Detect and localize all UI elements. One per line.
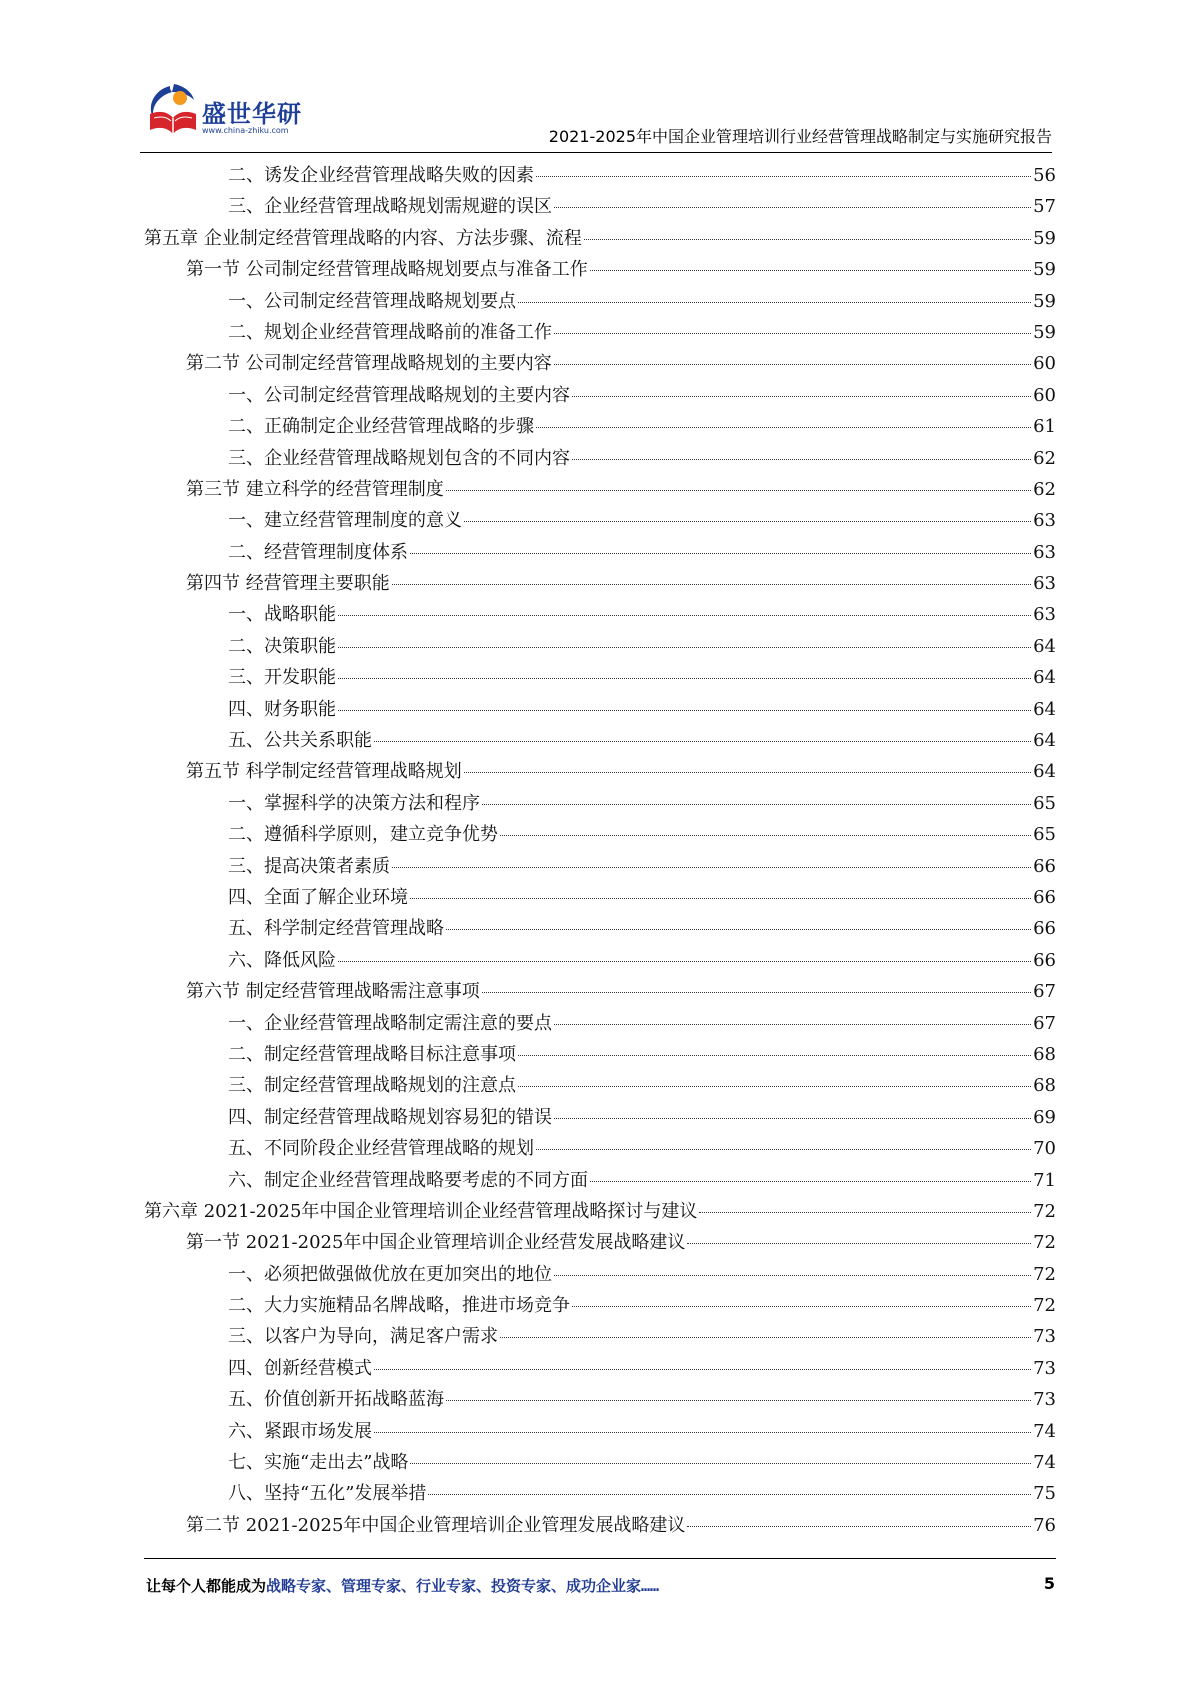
toc-dot-leader bbox=[392, 584, 1031, 585]
toc-entry-title: 第二节 公司制定经营管理战略规划的主要内容 bbox=[186, 353, 552, 375]
toc-subsection-entry[interactable] bbox=[144, 1416, 1056, 1447]
toc-subsection-entry[interactable] bbox=[144, 411, 1056, 442]
toc-chapter-entry[interactable] bbox=[144, 1196, 1056, 1227]
toc-entry-page: 64 bbox=[1033, 761, 1056, 783]
toc-dot-leader bbox=[410, 1463, 1031, 1464]
toc-entry-page: 65 bbox=[1033, 824, 1056, 846]
toc-entry-page: 72 bbox=[1033, 1232, 1056, 1254]
toc-dot-leader bbox=[518, 1055, 1031, 1056]
toc-entry-page: 64 bbox=[1033, 698, 1056, 720]
toc-entry-title: 六、紧跟市场发展 bbox=[228, 1420, 372, 1442]
toc-entry-title: 第六章 2021-2025年中国企业管理培训企业经营管理战略探讨与建议 bbox=[144, 1200, 698, 1222]
toc-dot-leader bbox=[536, 427, 1031, 428]
toc-entry-page: 66 bbox=[1033, 949, 1056, 971]
toc-section-entry[interactable] bbox=[144, 756, 1056, 787]
toc-entry-page: 68 bbox=[1033, 1043, 1056, 1065]
toc-dot-leader bbox=[500, 1337, 1031, 1338]
toc-subsection-entry[interactable] bbox=[144, 1478, 1056, 1509]
toc-subsection-entry[interactable] bbox=[144, 662, 1056, 693]
toc-entry-page: 67 bbox=[1033, 981, 1056, 1003]
toc-subsection-entry[interactable] bbox=[144, 882, 1056, 913]
toc-entry-title: 二、决策职能 bbox=[228, 635, 336, 657]
toc-entry-page: 63 bbox=[1033, 541, 1056, 563]
toc-entry-title: 一、公司制定经营管理战略规划要点 bbox=[228, 290, 516, 312]
toc-entry-title: 六、降低风险 bbox=[228, 949, 336, 971]
toc-entry-page: 67 bbox=[1033, 1012, 1056, 1034]
toc-entry-title: 五、科学制定经营管理战略 bbox=[228, 918, 444, 940]
toc-entry-title: 二、经营管理制度体系 bbox=[228, 541, 408, 563]
toc-entry-title: 二、诱发企业经营管理战略失败的因素 bbox=[228, 165, 534, 186]
footer-slogan-highlight: 战略专家、管理专家、行业专家、投资专家、成功企业家…… bbox=[266, 1577, 660, 1595]
toc-entry-page: 59 bbox=[1033, 321, 1056, 343]
toc-subsection-entry[interactable] bbox=[144, 913, 1056, 944]
toc-subsection-entry[interactable] bbox=[144, 819, 1056, 850]
toc-entry-page: 60 bbox=[1033, 353, 1056, 375]
toc-entry-title: 三、企业经营管理战略规划需规避的误区 bbox=[228, 196, 552, 218]
toc-subsection-entry[interactable] bbox=[144, 1165, 1056, 1196]
company-logo bbox=[140, 80, 310, 146]
toc-dot-leader bbox=[410, 898, 1031, 899]
toc-entry-title: 三、企业经营管理战略规划包含的不同内容 bbox=[228, 447, 570, 469]
toc-section-entry[interactable] bbox=[144, 1227, 1056, 1258]
toc-entry-page: 59 bbox=[1033, 290, 1056, 312]
toc-entry-title: 一、企业经营管理战略制定需注意的要点 bbox=[228, 1012, 552, 1034]
toc-entry-title: 第五章 企业制定经营管理战略的内容、方法步骤、流程 bbox=[144, 227, 582, 249]
toc-section-entry[interactable] bbox=[144, 474, 1056, 505]
toc-entry-page: 60 bbox=[1033, 384, 1056, 406]
toc-entry-page: 74 bbox=[1033, 1420, 1056, 1442]
footer-slogan bbox=[146, 1575, 659, 1596]
toc-subsection-entry[interactable] bbox=[144, 1384, 1056, 1415]
toc-entry-page: 62 bbox=[1033, 478, 1056, 500]
toc-section-entry[interactable] bbox=[144, 568, 1056, 599]
toc-subsection-entry[interactable] bbox=[144, 631, 1056, 662]
toc-subsection-entry[interactable] bbox=[144, 1290, 1056, 1321]
toc-dot-leader bbox=[338, 678, 1031, 679]
toc-dot-leader bbox=[572, 396, 1031, 397]
toc-entry-title: 第一节 2021-2025年中国企业管理培训企业经营发展战略建议 bbox=[186, 1232, 686, 1254]
toc-subsection-entry[interactable] bbox=[144, 694, 1056, 725]
toc-entry-title: 七、实施“走出去”战略 bbox=[228, 1452, 409, 1474]
toc-dot-leader bbox=[374, 1369, 1031, 1370]
toc-subsection-entry[interactable] bbox=[144, 1259, 1056, 1290]
toc-dot-leader bbox=[374, 741, 1031, 742]
toc-entry-title: 四、创新经营模式 bbox=[228, 1357, 372, 1379]
footer-divider bbox=[144, 1558, 1056, 1559]
toc-entry-page: 64 bbox=[1033, 730, 1056, 752]
toc-dot-leader bbox=[500, 835, 1031, 836]
toc-dot-leader bbox=[482, 804, 1031, 805]
toc-entry-title: 第一节 公司制定经营管理战略规划要点与准备工作 bbox=[186, 259, 588, 281]
toc-dot-leader bbox=[482, 992, 1031, 993]
toc-entry-page: 66 bbox=[1033, 855, 1056, 877]
toc-subsection-entry[interactable] bbox=[144, 286, 1056, 317]
toc-entry-page: 56 bbox=[1033, 165, 1056, 186]
toc-subsection-entry[interactable] bbox=[144, 1039, 1056, 1070]
toc-dot-leader bbox=[699, 1212, 1031, 1213]
logo-text: 盛世华研 bbox=[202, 100, 302, 128]
toc-dot-leader bbox=[518, 1086, 1031, 1087]
toc-dot-leader bbox=[338, 710, 1031, 711]
toc-subsection-entry[interactable] bbox=[144, 788, 1056, 819]
toc-dot-leader bbox=[410, 553, 1031, 554]
toc-subsection-entry[interactable] bbox=[144, 1102, 1056, 1133]
toc-subsection-entry[interactable] bbox=[144, 599, 1056, 630]
toc-section-entry[interactable] bbox=[144, 254, 1056, 285]
toc-subsection-entry[interactable] bbox=[144, 317, 1056, 348]
toc-entry-title: 四、制定经营管理战略规划容易犯的错误 bbox=[228, 1106, 552, 1128]
page-number: 5 bbox=[1043, 1574, 1055, 1593]
toc-entry-title: 三、制定经营管理战略规划的注意点 bbox=[228, 1075, 516, 1097]
toc-subsection-entry[interactable] bbox=[144, 160, 1056, 191]
toc-entry-title: 第四节 经营管理主要职能 bbox=[186, 573, 390, 595]
toc-subsection-entry[interactable] bbox=[144, 1447, 1056, 1478]
toc-dot-leader bbox=[536, 1149, 1031, 1150]
toc-entry-page: 62 bbox=[1033, 447, 1056, 469]
toc-dot-leader bbox=[338, 647, 1031, 648]
header-divider bbox=[140, 152, 1052, 153]
toc-section-entry[interactable] bbox=[144, 976, 1056, 1007]
toc-entry-page: 64 bbox=[1033, 635, 1056, 657]
toc-dot-leader bbox=[687, 1526, 1031, 1527]
toc-subsection-entry[interactable] bbox=[144, 505, 1056, 536]
toc-entry-page: 73 bbox=[1033, 1389, 1056, 1411]
toc-entry-title: 五、公共关系职能 bbox=[228, 730, 372, 752]
toc-dot-leader bbox=[464, 772, 1031, 773]
toc-entry-page: 74 bbox=[1033, 1452, 1056, 1474]
toc-entry-page: 72 bbox=[1033, 1263, 1056, 1285]
toc-entry-page: 57 bbox=[1033, 196, 1056, 218]
toc-entry-page: 70 bbox=[1033, 1138, 1056, 1160]
toc-entry-page: 63 bbox=[1033, 573, 1056, 595]
toc-entry-page: 71 bbox=[1033, 1169, 1056, 1191]
toc-dot-leader bbox=[687, 1243, 1031, 1244]
toc-dot-leader bbox=[518, 302, 1031, 303]
toc-subsection-entry[interactable] bbox=[144, 443, 1056, 474]
document-title: 2021-2025年中国企业管理培训行业经营管理战略制定与实施研究报告 bbox=[548, 127, 1052, 146]
footer-slogan-prefix: 让每个人都能成为 bbox=[146, 1577, 267, 1595]
toc-entry-page: 75 bbox=[1033, 1483, 1056, 1505]
toc-entry-title: 二、大力实施精品名牌战略，推进市场竞争 bbox=[228, 1295, 570, 1317]
toc-dot-leader bbox=[428, 1494, 1031, 1495]
toc-entry-page: 61 bbox=[1033, 416, 1056, 438]
toc-dot-leader bbox=[554, 1118, 1031, 1119]
page-header bbox=[140, 80, 1052, 152]
toc-entry-title: 一、战略职能 bbox=[228, 604, 336, 626]
toc-dot-leader bbox=[590, 270, 1031, 271]
toc-dot-leader bbox=[464, 521, 1031, 522]
logo-url: www.china-zhiku.com bbox=[202, 126, 289, 135]
toc-subsection-entry[interactable] bbox=[144, 191, 1056, 222]
toc-entry-page: 63 bbox=[1033, 604, 1056, 626]
toc-subsection-entry[interactable] bbox=[144, 380, 1056, 411]
toc-entry-title: 第六节 制定经营管理战略需注意事项 bbox=[186, 981, 480, 1003]
toc-entry-title: 五、价值创新开拓战略蓝海 bbox=[228, 1389, 444, 1411]
toc-dot-leader bbox=[374, 1432, 1031, 1433]
toc-entry-title: 三、开发职能 bbox=[228, 667, 336, 689]
toc-entry-page: 72 bbox=[1033, 1295, 1056, 1317]
toc-subsection-entry[interactable] bbox=[144, 1353, 1056, 1384]
toc-section-entry[interactable] bbox=[144, 1510, 1056, 1541]
toc-entry-page: 65 bbox=[1033, 792, 1056, 814]
toc-entry-title: 二、遵循科学原则，建立竞争优势 bbox=[228, 824, 498, 846]
toc-subsection-entry[interactable] bbox=[144, 1133, 1056, 1164]
toc-subsection-entry[interactable] bbox=[144, 1070, 1056, 1101]
toc-dot-leader bbox=[446, 1400, 1031, 1401]
toc-entry-page: 73 bbox=[1033, 1326, 1056, 1348]
toc-entry-title: 第二节 2021-2025年中国企业管理培训企业管理发展战略建议 bbox=[186, 1514, 686, 1536]
toc-entry-title: 三、以客户为导向，满足客户需求 bbox=[228, 1326, 498, 1348]
toc-entry-page: 66 bbox=[1033, 918, 1056, 940]
toc-dot-leader bbox=[590, 1181, 1031, 1182]
toc-dot-leader bbox=[572, 459, 1031, 460]
toc-dot-leader bbox=[338, 961, 1031, 962]
toc-entry-page: 64 bbox=[1033, 667, 1056, 689]
toc-section-entry[interactable] bbox=[144, 348, 1056, 379]
toc-dot-leader bbox=[584, 239, 1031, 240]
toc-dot-leader bbox=[536, 176, 1031, 177]
toc-entry-title: 第三节 建立科学的经营管理制度 bbox=[186, 478, 444, 500]
toc-subsection-entry[interactable] bbox=[144, 1321, 1056, 1352]
toc-entry-title: 五、不同阶段企业经营管理战略的规划 bbox=[228, 1138, 534, 1160]
toc-entry-page: 59 bbox=[1033, 259, 1056, 281]
toc-entry-page: 73 bbox=[1033, 1357, 1056, 1379]
toc-entry-title: 四、财务职能 bbox=[228, 698, 336, 720]
toc-dot-leader bbox=[338, 615, 1031, 616]
toc-entry-title: 一、公司制定经营管理战略规划的主要内容 bbox=[228, 384, 570, 406]
toc-entry-title: 六、制定企业经营管理战略要考虑的不同方面 bbox=[228, 1169, 588, 1191]
toc-subsection-entry[interactable] bbox=[144, 725, 1056, 756]
toc-entry-title: 二、制定经营管理战略目标注意事项 bbox=[228, 1043, 516, 1065]
toc-dot-leader bbox=[392, 867, 1031, 868]
toc-subsection-entry[interactable] bbox=[144, 945, 1056, 976]
table-of-contents bbox=[144, 160, 1056, 1541]
toc-entry-page: 69 bbox=[1033, 1106, 1056, 1128]
logo-emblem-icon bbox=[140, 80, 204, 144]
toc-entry-title: 八、坚持“五化”发展举措 bbox=[228, 1483, 427, 1505]
toc-entry-title: 二、规划企业经营管理战略前的准备工作 bbox=[228, 321, 552, 343]
toc-entry-title: 四、全面了解企业环境 bbox=[228, 886, 408, 908]
toc-dot-leader bbox=[554, 207, 1031, 208]
toc-dot-leader bbox=[554, 1024, 1031, 1025]
toc-dot-leader bbox=[572, 1306, 1031, 1307]
toc-subsection-entry[interactable] bbox=[144, 537, 1056, 568]
toc-entry-page: 59 bbox=[1033, 227, 1056, 249]
toc-entry-page: 68 bbox=[1033, 1075, 1056, 1097]
toc-subsection-entry[interactable] bbox=[144, 851, 1056, 882]
toc-entry-title: 一、建立经营管理制度的意义 bbox=[228, 510, 462, 532]
toc-dot-leader bbox=[446, 490, 1031, 491]
toc-entry-page: 63 bbox=[1033, 510, 1056, 532]
toc-dot-leader bbox=[554, 364, 1031, 365]
toc-entry-page: 72 bbox=[1033, 1200, 1056, 1222]
toc-entry-title: 二、正确制定企业经营管理战略的步骤 bbox=[228, 416, 534, 438]
toc-subsection-entry[interactable] bbox=[144, 1008, 1056, 1039]
toc-entry-title: 一、必须把做强做优放在更加突出的地位 bbox=[228, 1263, 552, 1285]
toc-entry-page: 76 bbox=[1033, 1514, 1056, 1536]
toc-entry-title: 三、提高决策者素质 bbox=[228, 855, 390, 877]
toc-entry-page: 66 bbox=[1033, 886, 1056, 908]
toc-dot-leader bbox=[554, 1275, 1031, 1276]
toc-dot-leader bbox=[554, 333, 1031, 334]
toc-entry-title: 一、掌握科学的决策方法和程序 bbox=[228, 792, 480, 814]
toc-chapter-entry[interactable] bbox=[144, 223, 1056, 254]
toc-entry-title: 第五节 科学制定经营管理战略规划 bbox=[186, 761, 462, 783]
toc-dot-leader bbox=[446, 929, 1031, 930]
